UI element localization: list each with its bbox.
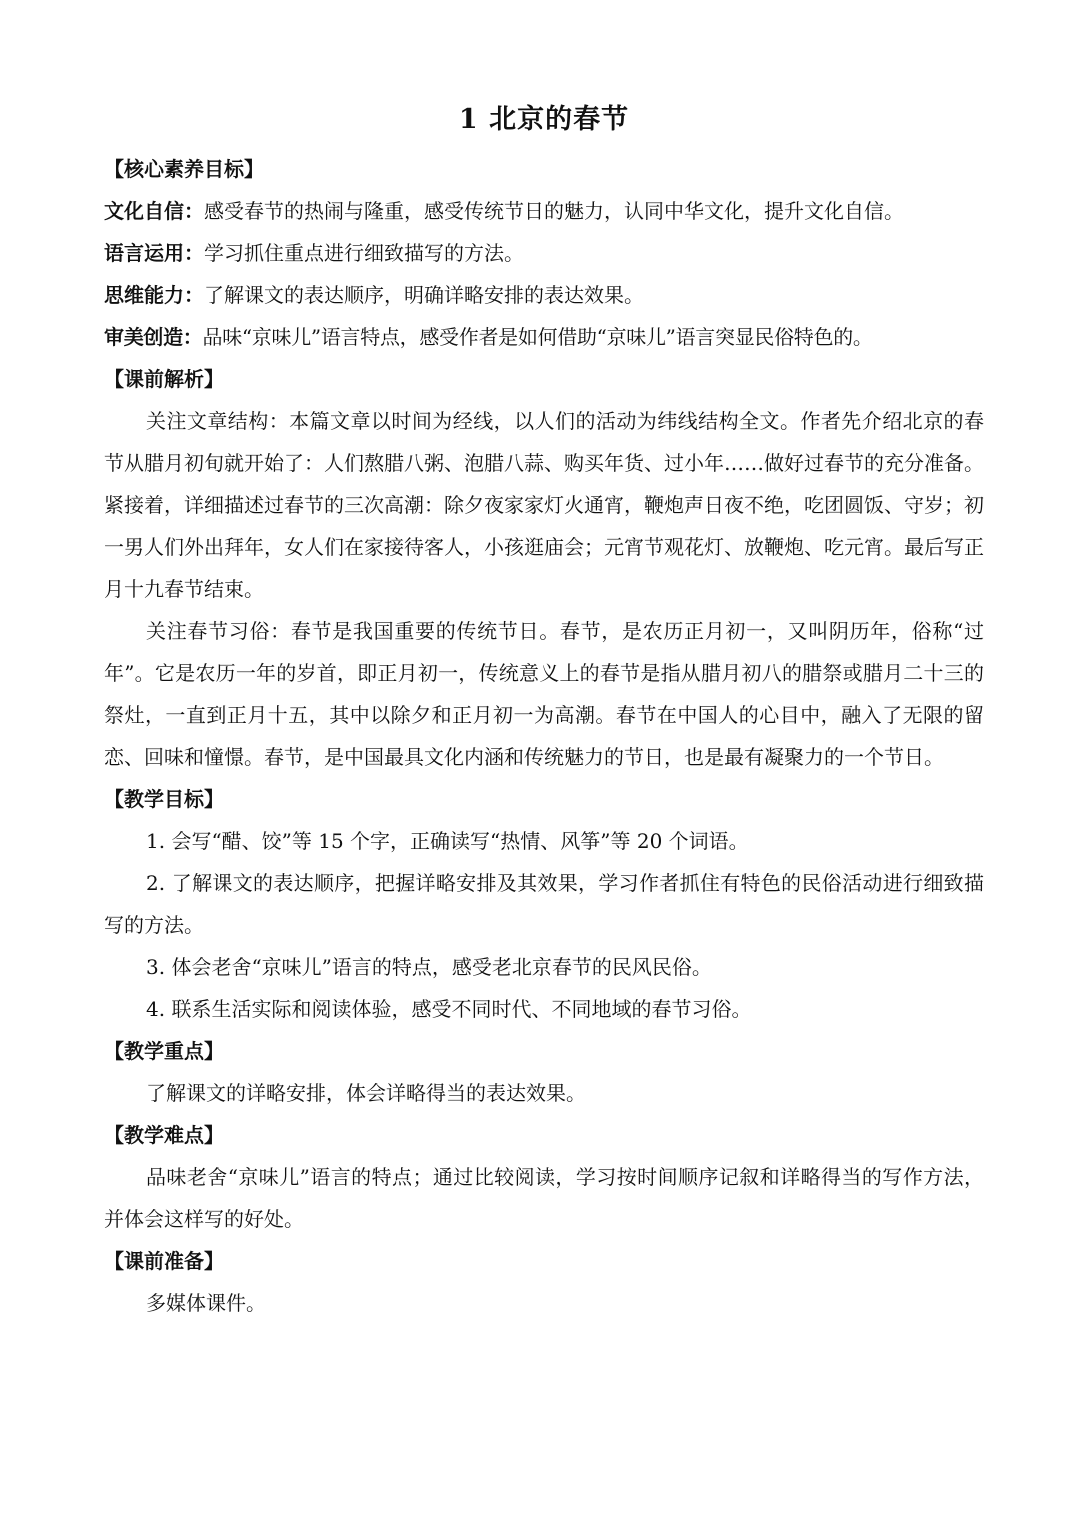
core-goal-label: 审美创造： bbox=[104, 325, 203, 349]
core-goal-text: 品味“京味儿”语言特点，感受作者是如何借助“京味儿”语言突显民俗特色的。 bbox=[202, 325, 873, 349]
core-goal-label: 语言运用： bbox=[104, 241, 204, 265]
teaching-goals-heading: 【教学目标】 bbox=[104, 787, 224, 811]
core-goal-item bbox=[104, 232, 984, 274]
page-title: 1 北京的春节 bbox=[458, 104, 630, 135]
difficulties-heading: 【教学难点】 bbox=[104, 1123, 224, 1147]
preparation-text: 多媒体课件。 bbox=[146, 1291, 266, 1315]
core-goal-text: 学习抓住重点进行细致描写的方法。 bbox=[204, 241, 524, 265]
core-goal-label: 文化自信： bbox=[104, 199, 204, 223]
difficulties-text: 品味老舍“京味儿”语言的特点；通过比较阅读，学习按时间顺序记叙和详略得当的写作方法，并体会这样写的好处。 bbox=[104, 1165, 984, 1231]
core-goal-item bbox=[104, 274, 984, 316]
core-goal-item bbox=[104, 316, 984, 358]
pre-analysis-paragraph: 关注春节习俗：春节是我国重要的传统节日。春节，是农历正月初一，又叫阴历年，俗称“过年”。它是农历一年的岁首，即正月初一，传统意义上的春节是指从腊月初八的腊祭或腊月二十三的祭灶，一直到正月十五，其中以除夕和正月初一为高潮。春节在中国人的心目中，融入了无限的留恋、回味和憧憬。春节，是中国最具文化内涵和传统魅力的节日，也是最有凝聚力的一个节日。 bbox=[104, 619, 984, 769]
core-goal-label: 思维能力： bbox=[104, 283, 204, 307]
core-goal-text: 感受春节的热闹与隆重，感受传统节日的魅力，认同中华文化，提升文化自信。 bbox=[204, 199, 904, 223]
preparation-heading: 【课前准备】 bbox=[104, 1249, 224, 1273]
core-goal-item bbox=[104, 190, 984, 232]
pre-analysis-paragraph: 关注文章结构：本篇文章以时间为经线，以人们的活动为纬线结构全文。作者先介绍北京的春节从腊月初旬就开始了：人们熬腊八粥、泡腊八蒜、购买年货、过小年……做好过春节的充分准备。紧接着，详细描述过春节的三次高潮：除夕夜家家灯火通宵，鞭炮声日夜不绝，吃团圆饭、守岁；初一男人们外出拜年，女人们在家接待客人，小孩逛庙会；元宵节观花灯、放鞭炮、吃元宵。最后写正月十九春节结束。 bbox=[104, 409, 984, 601]
core-goals-heading: 【核心素养目标】 bbox=[104, 157, 264, 181]
core-goal-text: 了解课文的表达顺序，明确详略安排的表达效果。 bbox=[204, 283, 644, 307]
teaching-goal-item: 3. 体会老舍“京味儿”语言的特点，感受老北京春节的民风民俗。 bbox=[146, 955, 712, 979]
key-points-text: 了解课文的详略安排，体会详略得当的表达效果。 bbox=[146, 1081, 586, 1105]
pre-analysis-heading: 【课前解析】 bbox=[104, 367, 224, 391]
document-page bbox=[104, 96, 984, 1324]
key-points-heading: 【教学重点】 bbox=[104, 1039, 224, 1063]
teaching-goal-item: 2. 了解课文的表达顺序，把握详略安排及其效果，学习作者抓住有特色的民俗活动进行细致描写的方法。 bbox=[104, 871, 984, 937]
teaching-goal-item: 4. 联系生活实际和阅读体验，感受不同时代、不同地域的春节习俗。 bbox=[146, 997, 752, 1021]
teaching-goal-item: 1. 会写“醋、饺”等 15 个字，正确读写“热情、风筝”等 20 个词语。 bbox=[146, 829, 749, 853]
